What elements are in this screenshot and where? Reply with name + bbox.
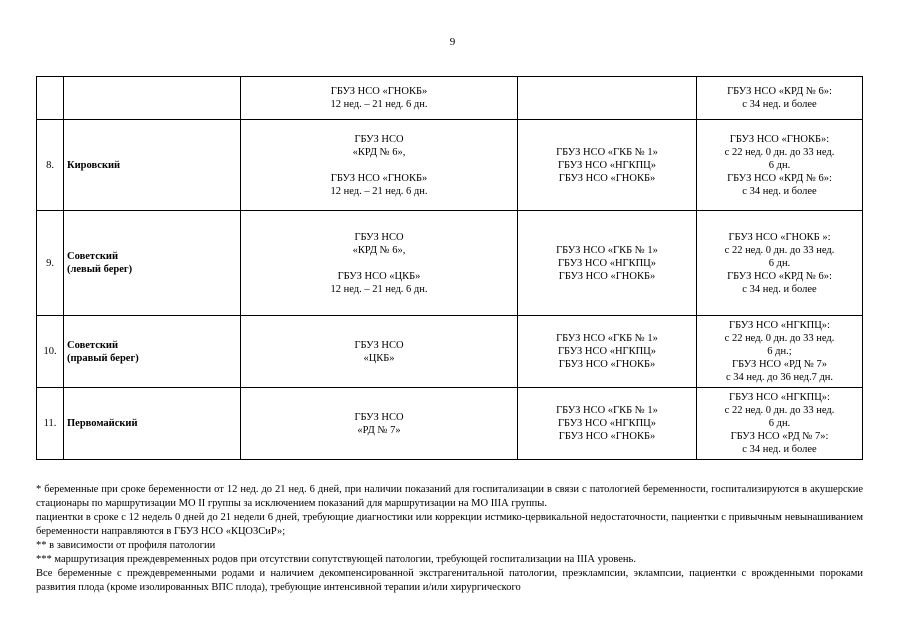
pathology-facilities-line: ГБУЗ НСО «НГКПЦ» [557,257,657,269]
pathology-facilities-line: ГБУЗ НСО «ГКБ № 1» [556,405,658,416]
early-term-facility-line [244,159,514,172]
early-term-facility [241,388,518,460]
page-number: 9 [449,36,456,48]
preterm-routing-line: с 34 нед. и более [742,283,817,295]
table-row [37,316,863,388]
pathology-facilities [518,211,697,316]
row-number: 8. [37,120,64,211]
pathology-facilities-line: ГБУЗ НСО «НГКПЦ» [557,346,657,357]
pathology-facilities [518,316,697,388]
pathology-facilities-line: ГБУЗ НСО «ГКБ № 1» [556,146,658,158]
preterm-routing-line: ГБУЗ НСО «НГКПЦ»: [729,320,830,331]
pathology-facilities-line: ГБУЗ НСО «НГКПЦ» [557,159,657,171]
early-term-facility [241,211,518,316]
table-row [37,120,863,211]
pathology-facilities-line: ГБУЗ НСО «ГНОКБ» [558,359,656,370]
early-term-facility-line [244,257,514,270]
district-name-line: Первомайский [67,418,138,429]
table-row [37,77,863,120]
preterm-routing-line: 6 дн. [768,159,791,171]
pathology-facilities [518,120,697,211]
preterm-routing-line: ГБУЗ НСО «РД № 7»: [730,431,829,442]
early-term-facility-line: ГБУЗ НСО «ЦКБ» [337,270,421,282]
early-term-facility-line: ГБУЗ НСО [354,411,404,423]
footnote-1: * беременные при сроке беременности от 12 нед. до 21 нед. 6 дней, при наличии показаний для госпитализации в связи с патологией беременности, госпитализируются в акушерские стационары по маршрутизации МО II группы за исключением показаний для маршрутизации на МО IIIА группы. [36,484,863,509]
early-term-facility-line: ГБУЗ НСО «ГНОКБ» [330,86,428,97]
early-term-facility-line: «ЦКБ» [363,352,395,364]
table-row [37,388,863,460]
preterm-routing [697,316,863,388]
district-name [64,120,241,211]
preterm-routing-line: с 34 нед. до 36 нед.7 дн. [725,372,834,383]
early-term-facility [241,120,518,211]
district-name [64,316,241,388]
pathology-facilities-line: ГБУЗ НСО «ГКБ № 1» [556,333,658,344]
row-number [37,77,64,120]
row-number: 10. [37,316,64,388]
footnotes [36,483,863,595]
preterm-routing [697,211,863,316]
preterm-routing-line: с 22 нед. 0 дн. до 33 нед. [724,244,835,256]
preterm-routing [697,77,863,120]
early-term-facility-line: 12 нед. – 21 нед. 6 дн. [330,185,428,197]
preterm-routing-line: ГБУЗ НСО «КРД № 6»: [727,172,832,184]
preterm-routing-line: 6 дн.; [767,346,792,357]
footnote-4: *** маршрутизация преждевременных родов при отсутствии сопутствующей патологии, требующей госпитализации на IIIА уровень. [36,554,636,565]
preterm-routing-line: с 34 нед. и более [742,444,817,455]
preterm-routing-line: с 22 нед. 0 дн. до 33 нед. [724,333,835,344]
preterm-routing-line: с 34 нед. и более [742,99,817,110]
preterm-routing-line: ГБУЗ НСО «ГНОКБ »: [728,231,831,243]
preterm-routing-line: ГБУЗ НСО «КРД № 6»: [727,270,832,282]
preterm-routing-line: с 22 нед. 0 дн. до 33 нед. [724,146,835,158]
district-name-line: (правый берег) [67,352,139,364]
early-term-facility-line: «КРД № 6», [352,146,406,158]
routing-table [36,76,863,460]
early-term-facility-line: ГБУЗ НСО «ГНОКБ» [330,172,428,184]
preterm-routing-line: ГБУЗ НСО «НГКПЦ»: [729,392,830,403]
table-row [37,211,863,316]
district-name [64,211,241,316]
early-term-facility-line: 12 нед. – 21 нед. 6 дн. [330,99,428,110]
row-number: 9. [37,211,64,316]
preterm-routing-line: ГБУЗ НСО «ГНОКБ»: [729,133,830,145]
preterm-routing [697,388,863,460]
preterm-routing-line: с 22 нед. 0 дн. до 33 нед. [724,405,835,416]
early-term-facility [241,316,518,388]
pathology-facilities-line: ГБУЗ НСО «ГНОКБ» [558,431,656,442]
early-term-facility [241,77,518,120]
preterm-routing [697,120,863,211]
district-name [64,77,241,120]
early-term-facility-line: «КРД № 6», [352,244,406,256]
early-term-facility-line: 12 нед. – 21 нед. 6 дн. [330,283,428,295]
early-term-facility-line: ГБУЗ НСО [354,339,404,351]
early-term-facility-line: «РД № 7» [357,424,401,436]
preterm-routing-line: с 34 нед. и более [742,185,817,197]
district-name-line: Кировский [67,159,121,171]
preterm-routing-line: ГБУЗ НСО «РД № 7» [732,359,827,370]
district-name-line: Советский [67,339,118,351]
district-name [64,388,241,460]
early-term-facility-line: ГБУЗ НСО [354,133,404,145]
footnote-3: ** в зависимости от профиля патологии [36,540,216,551]
footnote-5: Все беременные с преждевременными родами и наличием декомпенсированной экстрагенитальной патологии, преэклампсии, эклампсии, пациентки с врожденными пороками развития плода (кроме изолированных ВПС плода), требующие интенсивной терапии и/или хирургического [36,568,863,593]
district-name-line: (левый берег) [67,264,133,275]
preterm-routing-line: 6 дн. [768,257,791,269]
pathology-facilities [518,77,697,120]
district-name-line: Советский [67,251,118,262]
pathology-facilities-line: ГБУЗ НСО «НГКПЦ» [557,418,657,429]
pathology-facilities-line: ГБУЗ НСО «ГНОКБ» [558,270,656,282]
footnote-2: пациентки в сроке с 12 недель 0 дней до 21 недели 6 дней, требующие диагностики или коррекции истмико-цервикальной недостаточности, пациентки с привычным невынашиванием беременности направляются в ГБУЗ НСО «КЦОЗСиР»; [36,512,863,537]
preterm-routing-line: ГБУЗ НСО «КРД № 6»: [727,86,832,97]
pathology-facilities-line: ГБУЗ НСО «ГНОКБ» [558,172,656,184]
preterm-routing-line: 6 дн. [768,418,791,429]
pathology-facilities-line: ГБУЗ НСО «ГКБ № 1» [556,244,658,256]
row-number: 11. [37,388,64,460]
early-term-facility-line: ГБУЗ НСО [354,231,404,243]
pathology-facilities [518,388,697,460]
